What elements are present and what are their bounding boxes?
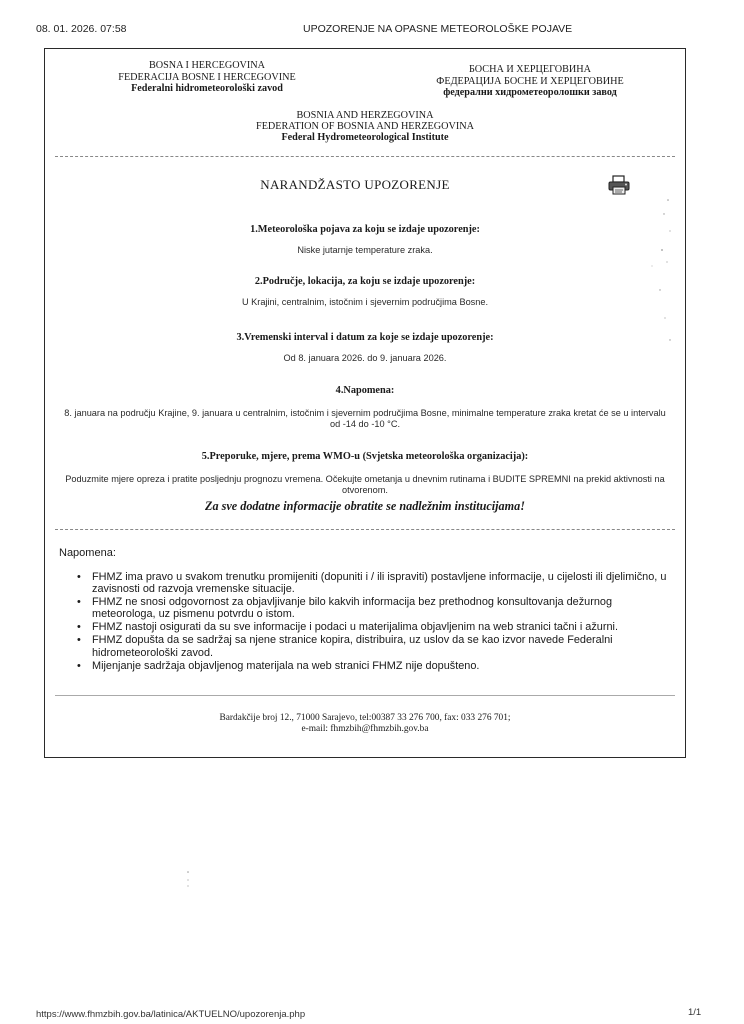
section-3-body: Od 8. januara 2026. do 9. januara 2026. [283, 353, 447, 363]
print-header [36, 23, 716, 39]
printer-icon[interactable] [607, 175, 631, 195]
warning-document [44, 48, 686, 758]
bullet-icon: • [77, 621, 81, 634]
note-text: FHMZ nastoji osigurati da su sve informacije i podaci u materijalima objavljenim na web stranici tačni i ažurni. [92, 621, 618, 634]
print-page-number: 1/1 [688, 1007, 702, 1018]
note-text: FHMZ ima pravo u svakom trenutku promijeniti (dopuniti i / ili ispraviti) postavljene informacije, u cijelosti ili djelimično, u zavisnosti od razvoja vremenske situacije. [92, 571, 667, 596]
footer-address: Bardakčije broj 12., 71000 Sarajevo, tel:00387 33 276 700, fax: 033 276 701; [219, 713, 511, 723]
list-item [75, 596, 670, 620]
print-page-title: UPOZORENJE NA OPASNE METEOROLOŠKE POJAVE [303, 23, 573, 35]
institute-name-cyrillic: федерални хидрометеоролошки завод [443, 87, 617, 98]
notes-label: Napomena: [59, 547, 116, 559]
institution-latin-header [107, 60, 307, 95]
bullet-icon: • [77, 571, 81, 583]
body-divider [55, 529, 675, 530]
section-4-heading: 4.Napomena: [335, 385, 395, 396]
footer-divider [55, 695, 675, 696]
contact-institutions-line: Za sve dodatne informacije obratite se nadležnim institucijama! [205, 499, 525, 513]
print-datetime: 08. 01. 2026. 07:58 [36, 23, 127, 35]
section-2-body: U Krajini, centralnim, istočnim i sjevernim područjima Bosne. [241, 297, 489, 307]
footer-contact [65, 713, 665, 735]
list-item [75, 634, 670, 658]
note-text: FHMZ ne snosi odgovornost za objavljivanje bilo kakvih informacija bez prethodnog konsultovanja dežurnog meteorologa, uz pismenu potvrdu o istom. [92, 596, 613, 621]
bullet-icon: • [77, 659, 81, 672]
section-1-heading: 1.Meteorološka pojava za koju se izdaje upozorenje: [250, 224, 480, 235]
institute-name-english: Federal Hydrometeorological Institute [281, 132, 449, 144]
section-4-body: 8. januara na području Krajine, 9. januara u centralnim, istočnim i sjevernim područjima Bosne, minimalne temperature zraka kretat će se u intervalu od -14 do -10 °C. [64, 408, 666, 429]
header-divider [55, 156, 675, 157]
section-5-heading: 5.Preporuke, mjere, prema WMO-u (Svjetska meteorološka organizacija): [201, 451, 529, 462]
country-name-cyrillic: БОСНА И ХЕРЦЕГОВИНА [469, 64, 591, 75]
note-text: FHMZ dopušta da se sadržaj sa njene stranice kopira, distribuira, uz uslov da se kao izvor navede Federalni hidrometeorološki zavod. [92, 634, 613, 659]
bullet-icon: • [77, 634, 81, 647]
section-1-body: Niske jutarnje temperature zraka. [297, 245, 433, 255]
warning-level-title: NARANDŽASTO UPOZORENJE [260, 177, 450, 192]
list-item [75, 660, 670, 672]
footer-email[interactable]: e-mail: fhmzbih@fhmzbih.gov.ba [301, 724, 429, 734]
institution-english-header [215, 110, 515, 144]
institute-name-latin: Federalni hidrometeorološki zavod [131, 83, 283, 94]
federation-name-cyrillic: ФЕДЕРАЦИЈА БОСНЕ И ХЕРЦЕГОВИНЕ [436, 75, 624, 87]
print-url[interactable]: https://www.fhmzbih.gov.ba/latinica/AKTUELNO/upozorenja.php [36, 1009, 306, 1020]
notes-list [75, 571, 670, 673]
section-2-heading: 2.Područje, lokacija, za koju se izdaje upozorenje: [254, 276, 476, 287]
country-name-latin: BOSNA I HERCEGOVINA [148, 60, 266, 71]
section-5-body: Poduzmite mjere opreza i pratite posljednju prognozu vremena. Očekujte ometanja u dnevnim rutinama i BUDITE SPREMNI na prekid aktivnosti na otvorenom. [65, 474, 665, 495]
list-item [75, 621, 670, 633]
federation-name-english: FEDERATION OF BOSNIA AND HERZEGOVINA [256, 121, 474, 133]
institution-cyrillic-header [415, 64, 645, 99]
section-3-heading: 3.Vremenski interval i datum za koje se izdaje upozorenje: [236, 332, 494, 343]
country-name-english: BOSNIA AND HERZEGOVINA [296, 110, 434, 121]
note-text: Mijenjanje sadržaja objavljenog materijala na web stranici FHMZ nije dopušteno. [92, 659, 480, 672]
bullet-icon: • [77, 596, 81, 609]
list-item [75, 571, 670, 595]
federation-name-latin: FEDERACIJA BOSNE I HERCEGOVINE [118, 71, 296, 83]
